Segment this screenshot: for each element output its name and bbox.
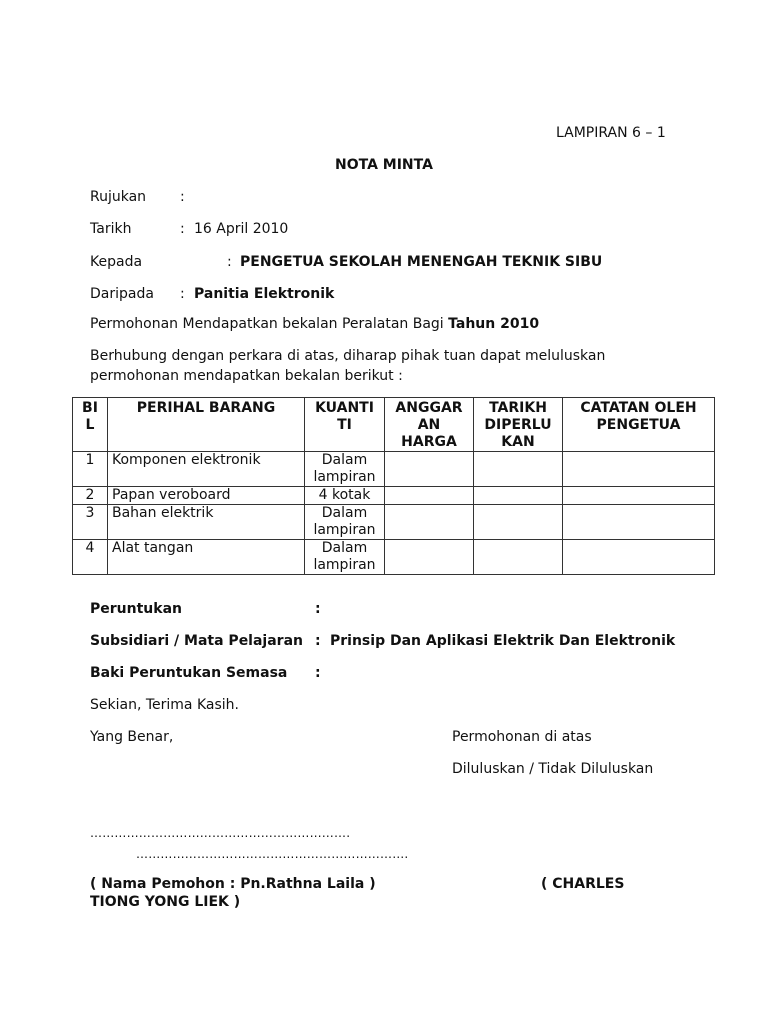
row-qty: 4 kotak xyxy=(305,487,385,505)
row-qty: Dalam lampiran xyxy=(305,452,385,487)
principal-name-line-2: TIONG YONG LIEK ) xyxy=(90,894,241,910)
applicant-name: ( Nama Pemohon : Pn.Rathna Laila ) xyxy=(90,876,376,892)
approval-line-1: Permohonan di atas xyxy=(452,729,592,745)
intro-line-2: permohonan mendapatkan bekalan berikut : xyxy=(90,368,403,384)
subject-year: Tahun 2010 xyxy=(448,316,540,332)
header-tarikh-diperlukan: TARIKH DIPERLU KAN xyxy=(474,398,563,452)
kepada-label: Kepada xyxy=(90,254,143,270)
table-header-row xyxy=(73,398,715,452)
tarikh-colon: : xyxy=(180,221,185,237)
table-row xyxy=(73,487,715,505)
header-kuantiti: KUANTI TI xyxy=(305,398,385,452)
table-row xyxy=(73,452,715,487)
kepada-colon: : xyxy=(227,254,232,270)
row-catatan xyxy=(563,540,715,575)
lampiran-label: LAMPIRAN 6 – 1 xyxy=(556,125,666,141)
daripada-colon: : xyxy=(180,286,185,302)
row-bil: 3 xyxy=(73,505,108,540)
row-item: Komponen elektronik xyxy=(108,452,305,487)
peruntukan-colon: : xyxy=(315,601,321,617)
row-catatan xyxy=(563,487,715,505)
intro-line-1: Berhubung dengan perkara di atas, diharap pihak tuan dapat meluluskan xyxy=(90,348,606,364)
row-item: Bahan elektrik xyxy=(108,505,305,540)
row-bil: 2 xyxy=(73,487,108,505)
kepada-value: PENGETUA SEKOLAH MENENGAH TEKNIK SIBU xyxy=(240,254,603,270)
signature-dots-principal: …………………………………………………………. xyxy=(136,847,409,861)
daripada-value: Panitia Elektronik xyxy=(194,286,335,302)
header-perihal-barang: PERIHAL BARANG xyxy=(108,398,305,452)
row-bil: 4 xyxy=(73,540,108,575)
table-row xyxy=(73,540,715,575)
row-tarikh xyxy=(474,505,563,540)
peruntukan-label: Peruntukan xyxy=(90,601,182,617)
tarikh-label: Tarikh xyxy=(90,221,132,237)
subsidiari-value: Prinsip Dan Aplikasi Elektrik Dan Elektronik xyxy=(330,633,676,649)
row-tarikh xyxy=(474,540,563,575)
row-catatan xyxy=(563,505,715,540)
subsidiari-label: Subsidiari / Mata Pelajaran xyxy=(90,633,303,649)
closing-yang-benar: Yang Benar, xyxy=(90,729,174,745)
row-qty: Dalam lampiran xyxy=(305,505,385,540)
rujukan-colon: : xyxy=(180,189,185,205)
subsidiari-colon: : xyxy=(315,633,321,649)
row-harga xyxy=(385,540,474,575)
table-row xyxy=(73,505,715,540)
row-tarikh xyxy=(474,452,563,487)
document-title: NOTA MINTA xyxy=(335,157,433,173)
rujukan-label: Rujukan xyxy=(90,189,147,205)
row-harga xyxy=(385,452,474,487)
header-catatan-pengetua: CATATAN OLEH PENGETUA xyxy=(563,398,715,452)
row-catatan xyxy=(563,452,715,487)
row-harga xyxy=(385,487,474,505)
closing-thanks: Sekian, Terima Kasih. xyxy=(90,697,239,713)
header-bil: BI L xyxy=(73,398,108,452)
baki-label: Baki Peruntukan Semasa xyxy=(90,665,288,681)
approval-line-2: Diluluskan / Tidak Diluluskan xyxy=(452,761,654,777)
request-table xyxy=(72,397,715,575)
principal-name-line-1: ( CHARLES xyxy=(541,876,625,892)
subject-line xyxy=(90,316,539,333)
header-anggaran-harga: ANGGAR AN HARGA xyxy=(385,398,474,452)
row-qty: Dalam lampiran xyxy=(305,540,385,575)
signature-dots-applicant: ………………………………………………………. xyxy=(90,826,351,840)
row-tarikh xyxy=(474,487,563,505)
baki-colon: : xyxy=(315,665,321,681)
subject-text: Permohonan Mendapatkan bekalan Peralatan Bagi xyxy=(90,316,449,332)
row-bil: 1 xyxy=(73,452,108,487)
row-item: Alat tangan xyxy=(108,540,305,575)
daripada-label: Daripada xyxy=(90,286,154,302)
tarikh-value: 16 April 2010 xyxy=(194,221,289,237)
row-harga xyxy=(385,505,474,540)
row-item: Papan veroboard xyxy=(108,487,305,505)
